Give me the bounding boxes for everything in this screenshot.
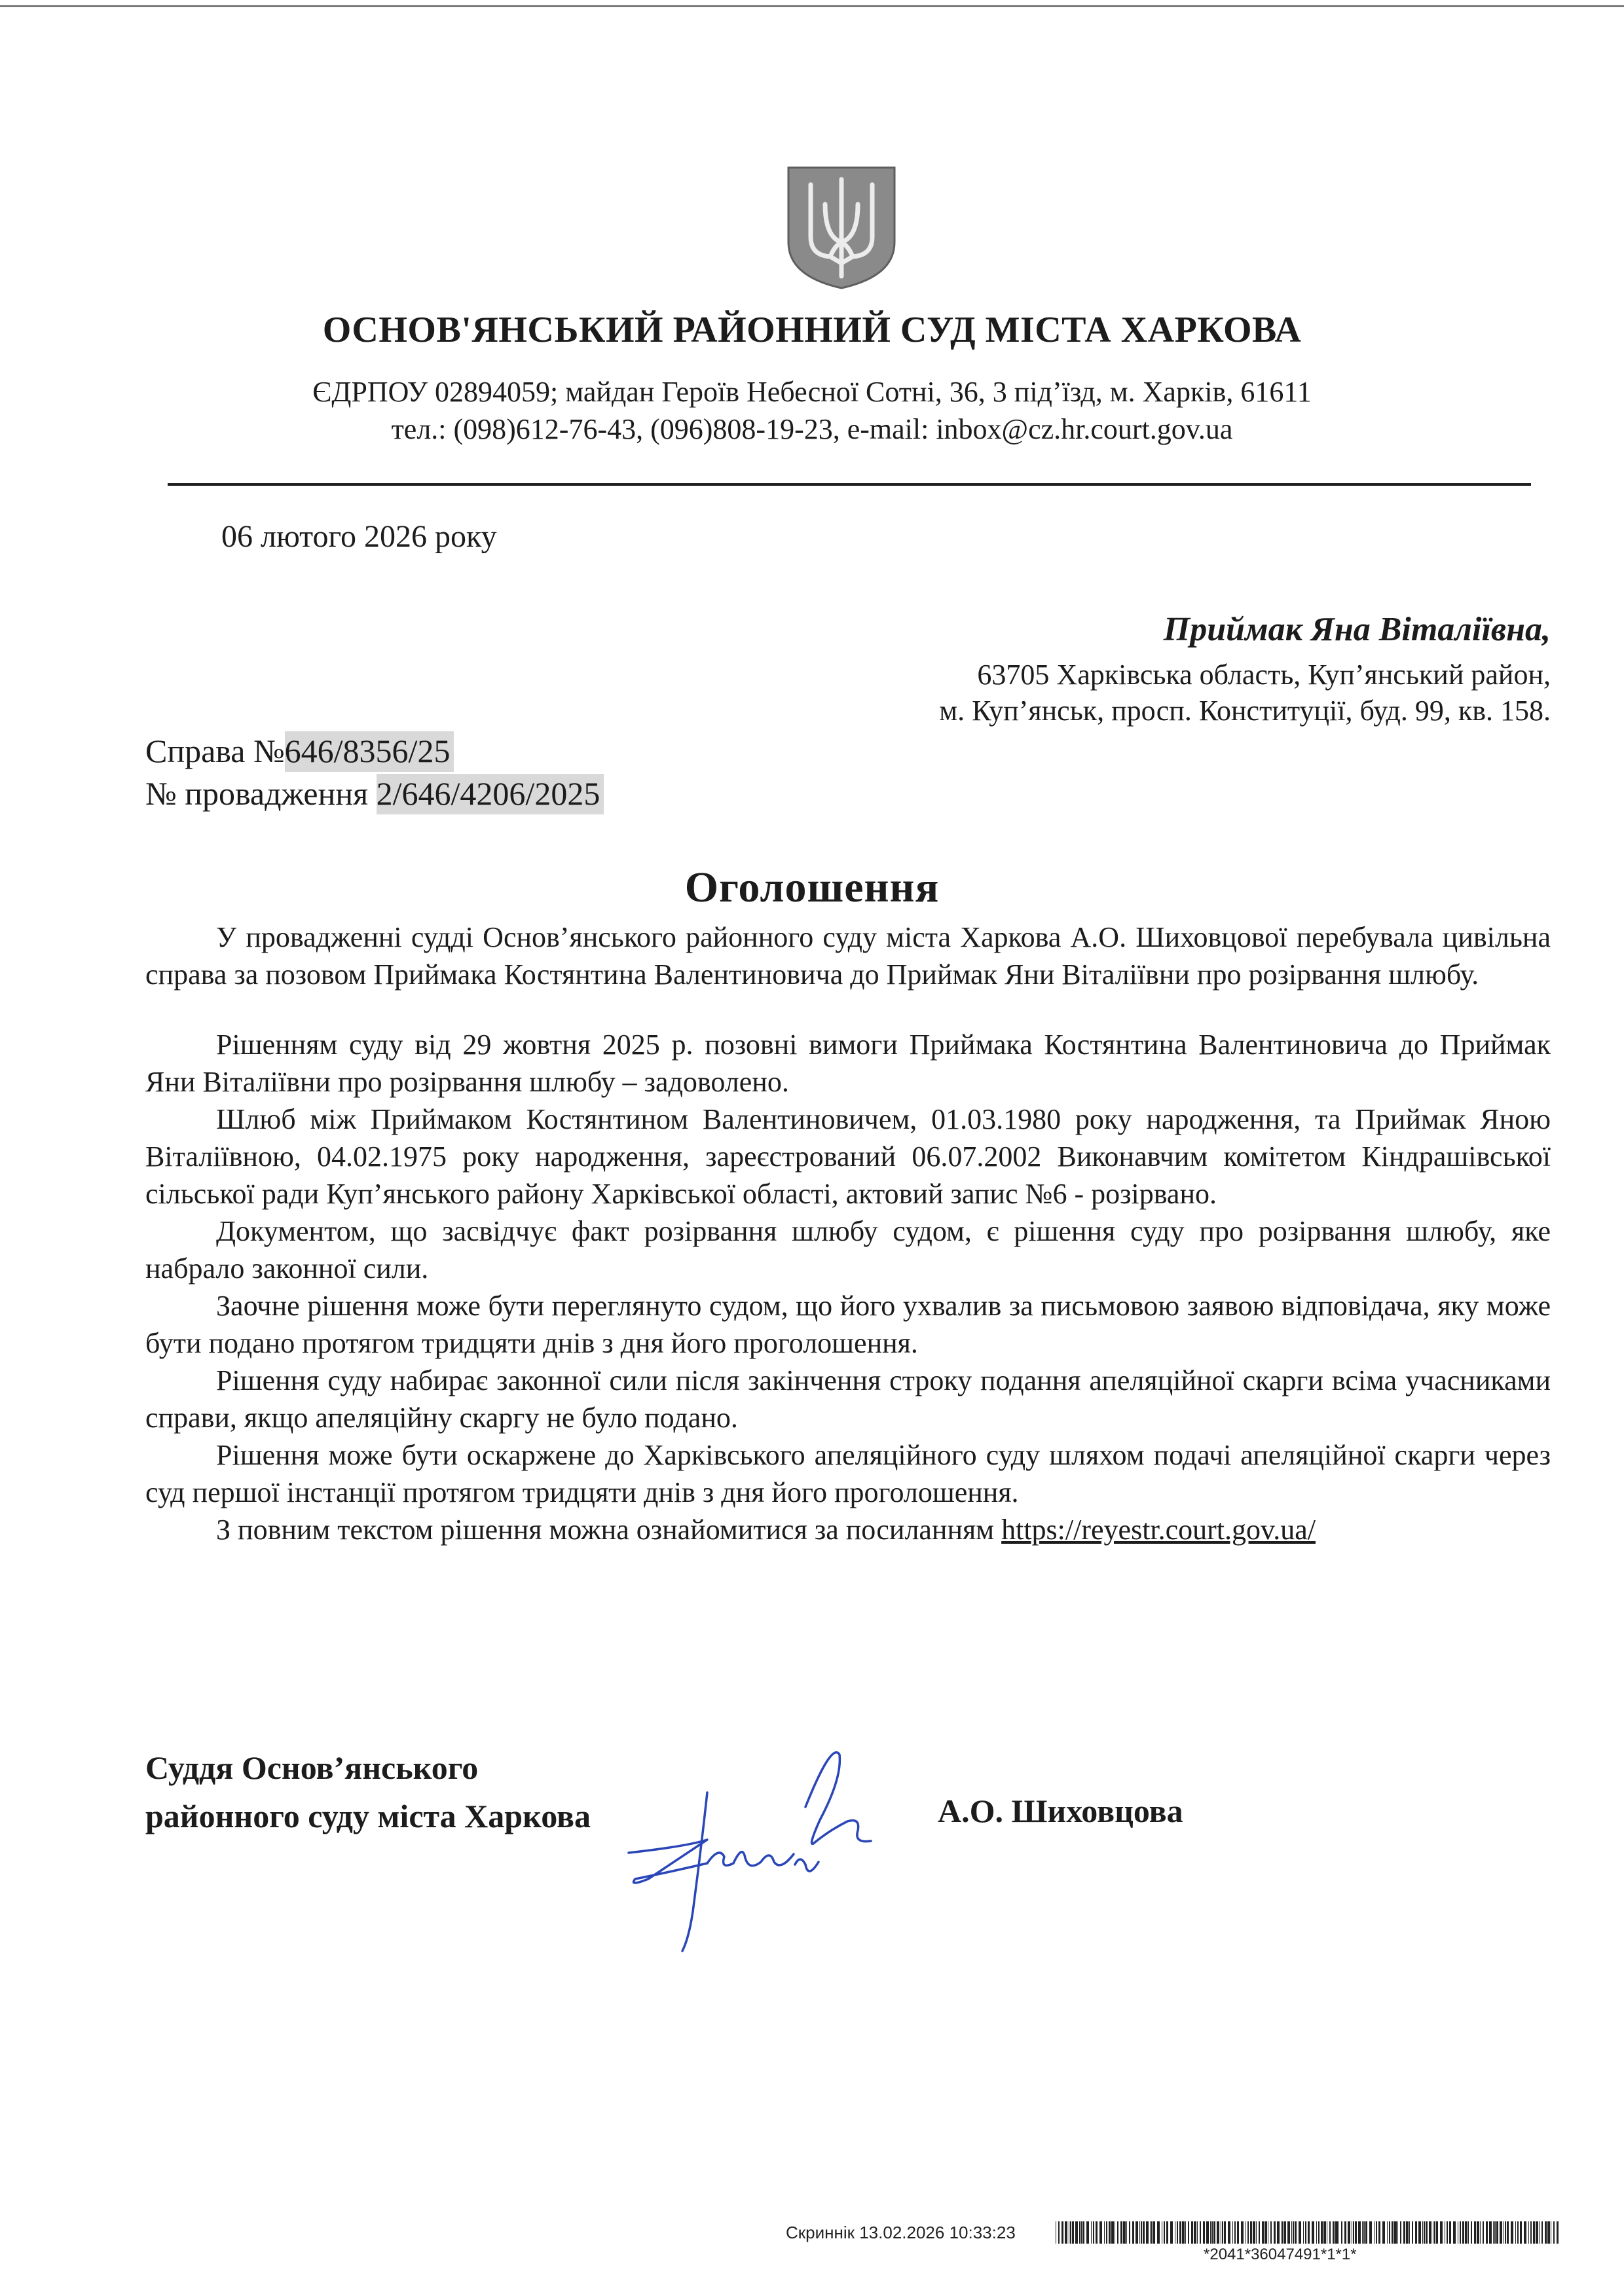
barcode-bar	[1253, 2221, 1255, 2244]
barcode-bar	[1270, 2221, 1272, 2244]
barcode-bar	[1106, 2221, 1107, 2244]
barcode-bar	[1234, 2221, 1236, 2244]
barcode-bar	[1177, 2221, 1178, 2244]
barcode-bar	[1197, 2221, 1198, 2244]
barcode-bar	[1123, 2221, 1126, 2244]
barcode-bar	[1093, 2221, 1094, 2244]
barcode-bar	[1295, 2221, 1297, 2244]
barcode-bar	[1096, 2221, 1098, 2244]
paragraph: Рішенням суду від 29 жовтня 2025 р. позовні вимоги Приймака Костянтина Валентиновича до Приймак Яни Віталіївни про розірвання шлюбу – задоволено.	[145, 1029, 1551, 1098]
barcode-bar	[1129, 2221, 1130, 2244]
barcode-bar	[1318, 2221, 1320, 2244]
barcode-bar	[1436, 2221, 1438, 2244]
barcode-bar	[1277, 2221, 1280, 2244]
barcode-bar	[1382, 2221, 1385, 2244]
trident-coat-of-arms-icon	[784, 165, 898, 291]
barcode-bar	[1153, 2221, 1155, 2244]
barcode-bar	[1480, 2221, 1481, 2244]
barcode-bar	[1222, 2221, 1223, 2244]
barcode-bar	[1515, 2221, 1516, 2244]
barcode-bar	[1545, 2221, 1547, 2244]
barcode-bar	[1151, 2221, 1153, 2244]
barcode-bar	[1353, 2221, 1354, 2244]
barcode-bar	[1403, 2221, 1405, 2244]
barcode-bar	[1374, 2221, 1375, 2244]
barcode-bar	[1471, 2221, 1472, 2244]
barcode-bar	[1392, 2221, 1393, 2244]
barcode-bar	[1210, 2221, 1211, 2244]
barcode-bar	[1058, 2221, 1060, 2244]
barcode-bar	[1135, 2221, 1138, 2244]
barcode-bar	[1080, 2221, 1082, 2244]
barcode-bar	[1086, 2221, 1089, 2244]
barcode-bar	[1141, 2221, 1142, 2244]
barcode-bar	[1486, 2221, 1488, 2244]
barcode-bar	[1348, 2221, 1350, 2244]
barcode-bar	[1206, 2221, 1209, 2244]
barcode-bar	[1335, 2221, 1338, 2244]
barcode-bar	[1338, 2221, 1339, 2244]
barcode-bar	[1170, 2221, 1173, 2244]
barcode-bar	[1321, 2221, 1323, 2244]
barcode-bar	[1376, 2221, 1377, 2244]
barcode-bar	[1496, 2221, 1498, 2244]
barcode-bar	[1188, 2221, 1189, 2244]
barcode-bar	[1213, 2221, 1215, 2244]
barcode-bar	[1291, 2221, 1292, 2244]
barcode-bar	[1460, 2221, 1461, 2244]
barcode-bar	[1146, 2221, 1149, 2244]
barcode-bar	[1200, 2221, 1201, 2244]
judge-name: А.О. Шиховцова	[938, 1793, 1183, 1829]
barcode-bar	[1312, 2221, 1314, 2244]
proceeding-number-line	[145, 774, 604, 812]
barcode-bar	[1409, 2221, 1410, 2244]
court-name: ОСНОВ'ЯНСЬКИЙ РАЙОННИЙ СУД МІСТА ХАРКОВА	[322, 310, 1302, 350]
barcode-bar	[1387, 2221, 1388, 2244]
link-paragraph-text: З повним текстом рішення можна ознайомитися за посиланням	[216, 1514, 1002, 1546]
barcode-bar	[1362, 2221, 1363, 2244]
barcode-bar	[1259, 2221, 1260, 2244]
barcode-bar	[1418, 2221, 1421, 2244]
barcode-bar	[1282, 2221, 1283, 2244]
barcode-bar	[1539, 2221, 1540, 2244]
proceeding-label: № провадження	[145, 775, 377, 812]
addressee-address-line1: 63705 Харківська область, Куп’янський район,	[977, 659, 1551, 691]
barcode-bar	[1224, 2221, 1226, 2244]
case-number-line	[145, 732, 454, 770]
handwritten-signature	[609, 1715, 923, 1964]
barcode-bar	[1203, 2221, 1205, 2244]
barcode-bar	[1091, 2221, 1092, 2244]
barcode-bar	[1274, 2221, 1276, 2244]
barcode-bar	[1075, 2221, 1078, 2244]
barcode-bar	[1182, 2221, 1185, 2244]
barcode-bar	[1132, 2221, 1134, 2244]
paragraph: Шлюб між Приймаком Костянтином Валентиновичем, 01.03.1980 року народження, та Приймак Яною Віталіївною, 04.02.1975 року народження, зареєстрований 06.07.2002 Виконавчим комітетом Кіндрашівської сільської ради Куп’янського району Харківської області, актовий запис №6 - розірвано.	[145, 1103, 1551, 1210]
barcode-bar	[1065, 2221, 1067, 2244]
registry-link[interactable]: https://reyestr.court.gov.ua/	[1001, 1514, 1316, 1546]
barcode-bar	[1194, 2221, 1196, 2244]
court-details-line: ЄДРПОУ 02894059; майдан Героїв Небесної Сотні, 36, 3 під’їзд, м. Харків, 61611	[312, 376, 1312, 408]
paragraph: У провадженні судді Основ’янського районного суду міста Харкова А.О. Шиховцової перебувала цивільна справа за позовом Приймака Костянтина Валентиновича до Приймак Яни Віталіївни про розірвання шлюбу.	[145, 921, 1551, 991]
signature-title	[145, 1743, 591, 1840]
paragraph: Документом, що засвідчує факт розірвання шлюбу судом, є рішення суду про розірвання шлюбу, яке набрало законної сили.	[145, 1215, 1551, 1285]
barcode-bar	[1316, 2221, 1317, 2244]
barcode-bar	[1406, 2221, 1409, 2244]
paragraph: Заочне рішення може бути переглянуто судом, що його ухвалив за письмовою заявою відповідача, яку може бути подано протягом тридцяти днів з дня його проголошення.	[145, 1290, 1551, 1359]
barcode-bar	[1489, 2221, 1492, 2244]
barcode-bar	[1341, 2221, 1342, 2244]
barcode-bar	[1070, 2221, 1071, 2244]
barcode-bar	[1449, 2221, 1451, 2244]
barcode-bar	[1082, 2221, 1084, 2244]
barcode-bar	[1494, 2221, 1496, 2244]
barcode-bar	[1250, 2221, 1252, 2244]
barcode-bar	[1287, 2221, 1290, 2244]
addressee-name: Приймак Яна Віталіївна,	[1163, 611, 1551, 648]
barcode-bar	[1355, 2221, 1357, 2244]
barcode-bar	[1333, 2221, 1335, 2244]
barcode-bar	[1117, 2221, 1118, 2244]
addressee-address-line2: м. Куп’янськ, просп. Конституції, буд. 99, кв. 158.	[939, 695, 1551, 727]
barcode-bar	[1143, 2221, 1145, 2244]
barcode-bar	[1358, 2221, 1361, 2244]
barcode-bar	[1232, 2221, 1233, 2244]
barcode-bar	[1150, 2221, 1151, 2244]
barcode-bar	[1139, 2221, 1140, 2244]
case-number: 646/8356/25	[285, 731, 454, 772]
barcode-bar	[1344, 2221, 1346, 2244]
barcode-bar	[1109, 2221, 1111, 2244]
barcode-bar	[1557, 2221, 1559, 2244]
barcode-bar	[1262, 2221, 1264, 2244]
barcode	[1056, 2221, 1561, 2244]
signature-title-line2: районного суду міста Харкова	[145, 1798, 591, 1834]
proceeding-number: 2/646/4206/2025	[377, 774, 604, 814]
barcode-bar	[1179, 2221, 1181, 2244]
barcode-bar	[1397, 2221, 1398, 2244]
barcode-bar	[1530, 2221, 1532, 2244]
barcode-bar	[1378, 2221, 1380, 2244]
barcode-bar	[1426, 2221, 1428, 2244]
scan-stamp: Скриннік 13.02.2026 10:33:23	[786, 2223, 1016, 2242]
barcode-bar	[1164, 2221, 1165, 2244]
barcode-bar	[1412, 2221, 1413, 2244]
barcode-bar	[1305, 2221, 1306, 2244]
barcode-bar	[1072, 2221, 1074, 2244]
barcode-bar	[1547, 2221, 1550, 2244]
barcode-bar	[1474, 2221, 1476, 2244]
barcode-bar	[1505, 2221, 1506, 2244]
barcode-bar	[1264, 2221, 1267, 2244]
barcode-bar	[1468, 2221, 1469, 2244]
barcode-bar	[1365, 2221, 1367, 2244]
barcode-bar	[1363, 2221, 1365, 2244]
barcode-bar	[1422, 2221, 1423, 2244]
barcode-bar	[1241, 2221, 1244, 2244]
barcode-bar	[1369, 2221, 1372, 2244]
signature-title-line1: Суддя Основ’янського	[145, 1749, 479, 1786]
barcode-bar	[1483, 2221, 1484, 2244]
barcode-bar	[1528, 2221, 1529, 2244]
barcode-number: *2041*36047491*1*1*	[1204, 2246, 1357, 2263]
barcode-bar	[1400, 2221, 1401, 2244]
barcode-bar	[1284, 2221, 1286, 2244]
paragraph: Рішення суду набирає законної сили після закінчення строку подання апеляційної скарги всіма учасниками справи, якщо апеляційну скаргу не було подано.	[145, 1364, 1551, 1434]
barcode-bar	[1228, 2221, 1230, 2244]
barcode-bar	[1493, 2221, 1494, 2244]
barcode-bar	[1453, 2221, 1456, 2244]
barcode-bar	[1517, 2221, 1519, 2244]
barcode-bar	[1536, 2221, 1538, 2244]
barcode-bar	[1477, 2221, 1479, 2244]
barcode-bar	[1111, 2221, 1114, 2244]
barcode-bar	[1079, 2221, 1080, 2244]
barcode-bar	[1553, 2221, 1555, 2244]
barcode-bar	[1541, 2221, 1543, 2244]
barcode-bar	[1157, 2221, 1160, 2244]
barcode-bar	[1308, 2221, 1310, 2244]
court-contacts-line: тел.: (098)612-76-43, (096)808-19-23, e-mail: inbox@cz.hr.court.gov.ua	[391, 413, 1233, 445]
barcode-bar	[1323, 2221, 1326, 2244]
document-date: 06 лютого 2026 року	[221, 519, 497, 554]
barcode-bar	[1440, 2221, 1443, 2244]
barcode-bar	[1533, 2221, 1535, 2244]
paragraph: Рішення може бути оскаржене до Харківського апеляційного суду шляхом подачі апеляційної скарги через суд першої інстанції протягом тридцяти днів з дня його проголошення.	[145, 1439, 1551, 1508]
barcode-bar	[1329, 2221, 1331, 2244]
barcode-bar	[1303, 2221, 1304, 2244]
barcode-bar	[1415, 2221, 1417, 2244]
barcode-bar	[1462, 2221, 1464, 2244]
barcode-bar	[1104, 2221, 1105, 2244]
barcode-bar	[1520, 2221, 1522, 2244]
link-paragraph	[145, 1511, 1551, 1548]
barcode-bar	[1185, 2221, 1186, 2244]
barcode-bar	[1389, 2221, 1390, 2244]
barcode-bar	[1434, 2221, 1435, 2244]
barcode-bar	[1256, 2221, 1257, 2244]
barcode-bar	[1507, 2221, 1509, 2244]
barcode-bar	[1465, 2221, 1467, 2244]
barcode-bar	[1524, 2221, 1526, 2244]
barcode-bar	[1126, 2221, 1127, 2244]
barcode-bar	[1447, 2221, 1448, 2244]
barcode-bar	[1500, 2221, 1502, 2244]
barcode-bar	[1281, 2221, 1282, 2244]
top-edge-line	[0, 5, 1624, 7]
case-label: Справа №	[145, 733, 285, 769]
barcode-bar	[1061, 2221, 1063, 2244]
barcode-bar	[1299, 2221, 1301, 2244]
barcode-bar	[1247, 2221, 1249, 2244]
barcode-bar	[1120, 2221, 1122, 2244]
barcode-bar	[1394, 2221, 1397, 2244]
barcode-bar	[1429, 2221, 1431, 2244]
barcode-bar	[1166, 2221, 1168, 2244]
barcode-bar	[1237, 2221, 1239, 2244]
barcode-bar	[1191, 2221, 1193, 2244]
barcode-bar	[1293, 2221, 1294, 2244]
announcement-title: Оголошення	[684, 864, 940, 911]
barcode-bar	[1211, 2221, 1213, 2244]
header-divider	[168, 483, 1531, 486]
barcode-bar	[1099, 2221, 1102, 2244]
announcement-body	[145, 919, 1551, 1548]
barcode-bar	[1511, 2221, 1513, 2244]
barcode-bar	[1217, 2221, 1219, 2244]
barcode-bar	[1424, 2221, 1425, 2244]
